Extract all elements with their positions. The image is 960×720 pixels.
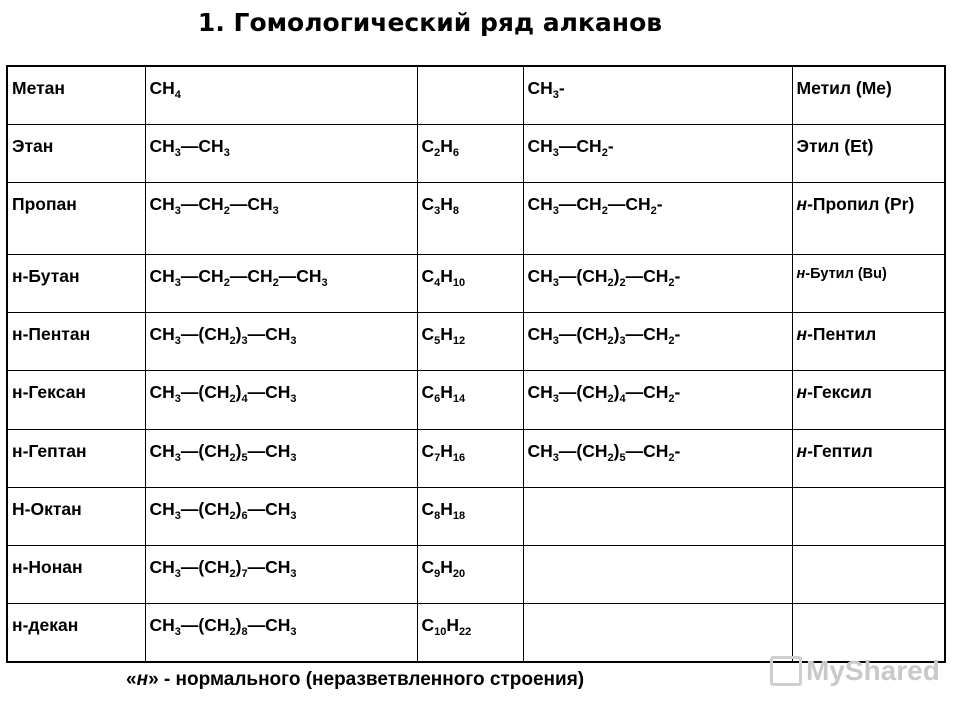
alkane-name-cell: Пропан — [7, 182, 145, 254]
molecular-formula-cell: $C_4H_{10}$ — [417, 254, 523, 312]
radical-formula-cell: $CH_3—CH_2-$ — [523, 124, 792, 182]
radical-name-cell: н-Бутил (Bu) — [792, 254, 945, 312]
structural-formula-cell: $CH_3—(CH_2)_4—CH_3$ — [145, 371, 417, 429]
molecular-formula-cell: $C_{10}H_{22}$ — [417, 604, 523, 662]
table-row — [7, 182, 945, 254]
page-title: 1. Гомологический ряд алканов — [197, 8, 663, 37]
radical-formula-cell — [523, 546, 792, 604]
structural-formula-cell: $CH_3—(CH_2)_3—CH_3$ — [145, 313, 417, 371]
alkane-name-cell: н-Бутан — [7, 254, 145, 312]
alkane-name-cell: н-Нонан — [7, 546, 145, 604]
structural-formula-cell: $CH_3—(CH_2)_6—CH_3$ — [145, 487, 417, 545]
molecular-formula-cell: $C_5H_{12}$ — [417, 313, 523, 371]
table-row — [7, 546, 945, 604]
radical-name-cell: н-Гептил — [792, 429, 945, 487]
alkanes-table — [6, 65, 946, 663]
radical-name-cell — [792, 546, 945, 604]
table-row — [7, 313, 945, 371]
structural-formula-cell: $CH_3—(CH_2)_8—CH_3$ — [145, 604, 417, 662]
radical-name-cell: Этил (Et) — [792, 124, 945, 182]
table-row — [7, 487, 945, 545]
watermark-text: MyShared — [806, 655, 940, 686]
radical-name-cell: н-Пропил (Pr) — [792, 182, 945, 254]
radical-name-cell — [792, 604, 945, 662]
alkane-name-cell: Этан — [7, 124, 145, 182]
radical-formula-cell — [523, 604, 792, 662]
radical-formula-cell: $CH_3—(CH_2)_4—CH_2-$ — [523, 371, 792, 429]
radical-formula-cell: $CH_3—(CH_2)_5—CH_2-$ — [523, 429, 792, 487]
radical-formula-cell: $CH_3—(CH_2)_2—CH_2-$ — [523, 254, 792, 312]
table-row — [7, 124, 945, 182]
structural-formula-cell: $CH_3—(CH_2)_5—CH_3$ — [145, 429, 417, 487]
alkane-name-cell: Метан — [7, 66, 145, 124]
table-row — [7, 254, 945, 312]
radical-name-cell: н-Гексил — [792, 371, 945, 429]
alkane-name-cell: н-Пентан — [7, 313, 145, 371]
molecular-formula-cell — [417, 66, 523, 124]
structural-formula-cell: $CH_3—CH_3$ — [145, 124, 417, 182]
molecular-formula-cell: $C_6H_{14}$ — [417, 371, 523, 429]
structural-formula-cell: $CH_3—CH_2—CH_2—CH_3$ — [145, 254, 417, 312]
table-row — [7, 66, 945, 124]
alkane-name-cell: н-декан — [7, 604, 145, 662]
alkane-name-cell: Н-Октан — [7, 487, 145, 545]
molecular-formula-cell: $C_2H_6$ — [417, 124, 523, 182]
radical-name-cell: Метил (Me) — [792, 66, 945, 124]
structural-formula-cell: $CH_4$ — [145, 66, 417, 124]
radical-formula-cell — [523, 487, 792, 545]
table-row — [7, 604, 945, 662]
table-row — [7, 429, 945, 487]
radical-formula-cell: $CH_3—(CH_2)_3—CH_2-$ — [523, 313, 792, 371]
alkane-name-cell: н-Гексан — [7, 371, 145, 429]
molecular-formula-cell: $C_8H_{18}$ — [417, 487, 523, 545]
structural-formula-cell: $CH_3—(CH_2)_7—CH_3$ — [145, 546, 417, 604]
molecular-formula-cell: $C_3H_8$ — [417, 182, 523, 254]
table-row — [7, 371, 945, 429]
radical-name-cell — [792, 487, 945, 545]
radical-formula-cell: $CH_3-$ — [523, 66, 792, 124]
radical-name-cell: н-Пентил — [792, 313, 945, 371]
structural-formula-cell: $CH_3—CH_2—CH_3$ — [145, 182, 417, 254]
alkane-name-cell: н-Гептан — [7, 429, 145, 487]
watermark — [770, 655, 940, 687]
molecular-formula-cell: $C_7H_{16}$ — [417, 429, 523, 487]
radical-formula-cell: $CH_3—CH_2—CH_2-$ — [523, 182, 792, 254]
molecular-formula-cell: $C_9H_{20}$ — [417, 546, 523, 604]
footnote: «н» - нормального (неразветвленного строения) — [126, 669, 585, 690]
presentation-icon — [770, 656, 802, 686]
